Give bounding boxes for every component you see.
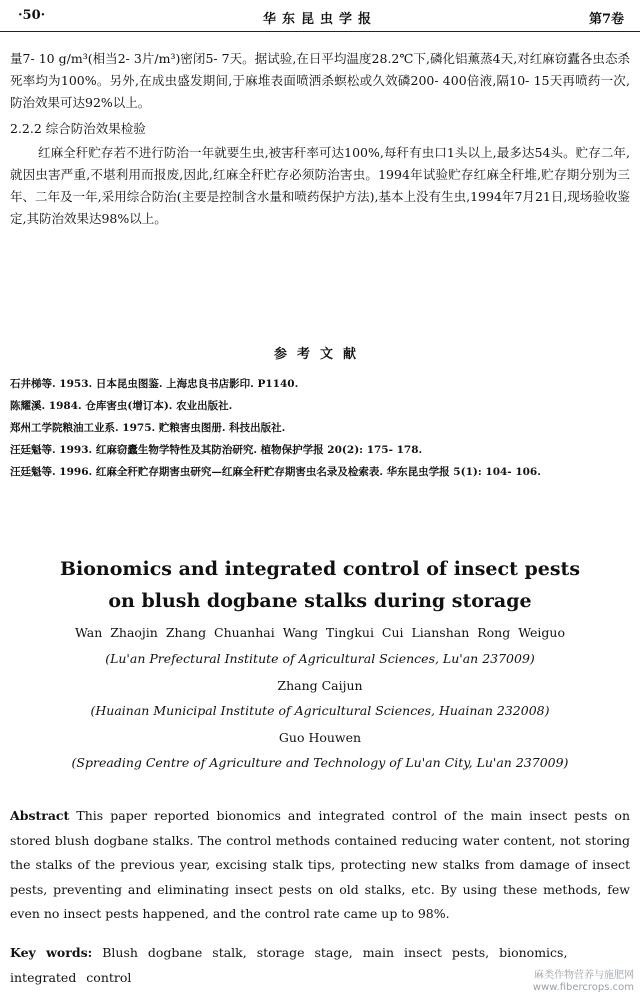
watermark-line-2: www.fibercrops.com: [532, 982, 634, 993]
running-header: [0, 0, 640, 32]
affiliation-1: (Lu'an Prefectural Institute of Agricultural Sciences, Lu'an 237009): [105, 651, 535, 666]
authors-group-3: Guo Houwen: [278, 730, 362, 745]
watermark-line-1: 麻类作物营养与施肥网: [534, 970, 634, 981]
page-number: ·50·: [18, 8, 46, 23]
english-title-line-1: Bionomics and integrated control of insect pests: [59, 558, 581, 580]
reference-item: 郑州工学院粮油工业系. 1975. 贮粮害虫图册. 科技出版社.: [10, 422, 286, 434]
authors-group-2: Zhang Caijun: [277, 678, 363, 693]
paragraph-fumigation: 量7- 10 g/m³(相当2- 3片/m³)密闭5- 7天。据试验,在日平均温度28.2℃下,磷化铝薰蒸4天,对红麻窃蠹各虫态杀死率均为100%。另外,在成虫盛发期间,于麻堆表面喷洒杀螟松或久效磷200- 400倍液,隔10- 15天再喷药一次,防治效果可达92%以上。: [10, 51, 630, 110]
references-list: [10, 373, 622, 483]
authors-group-1: Wan Zhaojin Zhang Chuanhai Wang Tingkui Cui Lianshan Rong Weiguo: [74, 625, 566, 640]
section-subheading: 2.2.2 综合防治效果检验: [10, 121, 146, 136]
abstract: [10, 804, 630, 927]
paragraph-control-results: 红麻全秆贮存若不进行防治一年就要生虫,被害秆率可达100%,每秆有虫口1头以上,最多达54头。贮存二年,就因虫害严重,不堪利用而报废,因此,红麻全秆贮存必须防治害虫。1994年试验贮存红麻全秆堆,贮存期分别为三年、二年及一年,采用综合防治(主要是控制含水量和喷药保护方法),基本上没有生虫,1994年7月21日,现场验收鉴定,其防治效果达98%以上。: [10, 145, 630, 226]
references-heading: 参考文献: [273, 347, 366, 362]
volume-label: 第7卷: [588, 12, 624, 27]
affiliation-3: (Spreading Centre of Agriculture and Technology of Lu'an City, Lu'an 237009): [71, 755, 569, 770]
keywords-text: Blush dogbane stalk, storage stage, main insect pests, bionomics, integrated control: [10, 945, 568, 985]
reference-item: 石井梯等. 1953. 日本昆虫图鉴. 上海忠良书店影印. P1140.: [10, 378, 299, 390]
reference-item: 汪廷魁等. 1993. 红麻窃蠹生物学特性及其防治研究. 植物保护学报 20(2): 175- 178.: [10, 444, 423, 456]
affiliation-2: (Huainan Municipal Institute of Agricultural Sciences, Huainan 232008): [90, 703, 550, 718]
journal-title: 华东昆虫学报: [262, 12, 377, 27]
english-title-line-2: on blush dogbane stalks during storage: [108, 590, 532, 612]
english-title: [0, 553, 640, 617]
site-watermark: [533, 970, 634, 994]
keywords-label: Key words:: [10, 945, 93, 960]
abstract-text: This paper reported bionomics and integrated control of the main insect pests on stored blush dogbane stalks. The control methods contained reducing water content, not storing the stalks of the previous year, excising stalk tips, protecting new stalks from damage of insect pests, preventing and eliminating insect pests on old stalks, etc. By using these methods, few even no insect pests happened, and the control rate came up to 98%.: [10, 808, 630, 921]
abstract-label: Abstract: [10, 808, 70, 823]
reference-item: 陈耀溪. 1984. 仓库害虫(增订本). 农业出版社.: [10, 400, 233, 412]
reference-item: 汪廷魁等. 1996. 红麻全秆贮存期害虫研究—红麻全秆贮存期害虫名录及检索表. 华东昆虫学报 5(1): 104- 106.: [10, 466, 541, 478]
